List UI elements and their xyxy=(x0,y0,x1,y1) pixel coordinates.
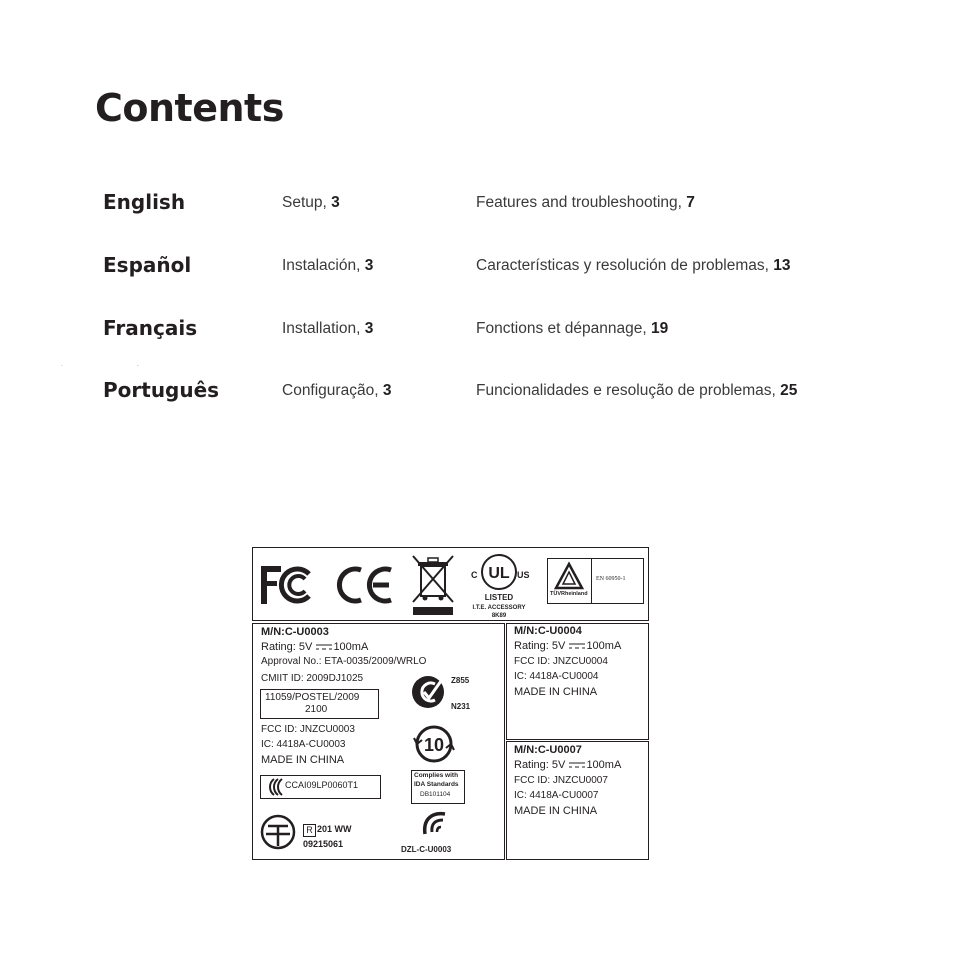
model-c-u0004-box: M/N:C-U0004 Rating: 5V 100mA FCC ID: JNZCU0004 IC: 4418A-CU0004 MADE IN CHINA xyxy=(506,623,649,740)
fcc-id: FCC ID: JNZCU0003 xyxy=(261,724,355,735)
svg-text:C: C xyxy=(471,570,478,580)
toc-features-entry[interactable]: Características y resolución de problemas, 13 xyxy=(476,257,791,274)
toc-language: Français xyxy=(103,316,198,340)
toc-setup-entry[interactable]: Setup, 3 xyxy=(282,194,340,211)
toc-language: Português xyxy=(103,378,220,402)
approval-number: Approval No.: ETA-0035/2009/WRLO xyxy=(261,656,427,667)
tuv-triangle-icon xyxy=(554,562,584,590)
toc-features-entry[interactable]: Fonctions et dépannage, 19 xyxy=(476,320,669,337)
dc-current-symbol-icon xyxy=(568,761,586,769)
toc-language: Español xyxy=(103,253,192,277)
tuv-mark: TÜVRheinland EN 60950-1 xyxy=(547,558,644,604)
telec-r-box: R xyxy=(303,824,316,837)
svg-text:10: 10 xyxy=(423,735,445,755)
made-in: MADE IN CHINA xyxy=(261,754,345,766)
svg-text:8K89: 8K89 xyxy=(491,613,507,619)
c-tick-mark-icon xyxy=(411,675,447,709)
ida-compliance-box: Complies with IDA Standards DB101104 xyxy=(411,770,465,804)
postel-box: 11059/POSTEL/2009 2100 xyxy=(260,689,379,719)
main-label-box: M/N:C-U0003 Rating: 5V 100mA Approval No.: ETA-0035/2009/WRLO CMIIT ID: 2009DJ1025 11059/POSTEL/2009 2100 Z855 N231 FCC ID: JNZCU0003 IC: 4418A-CU0003 MADE IN CHINA 10 Complies with IDA Standards DB101104 CCAI09LP0060T1 R 201 WW 09215061 DZL-C-U0003 xyxy=(252,623,505,860)
telec-mark-icon xyxy=(260,814,296,850)
page-title: Contents xyxy=(95,86,284,130)
toc-row-english xyxy=(0,190,954,230)
toc-language: English xyxy=(103,190,186,214)
crossed-out-bin-icon xyxy=(411,556,455,616)
toc-setup-entry[interactable]: Instalación, 3 xyxy=(282,257,374,274)
toc-setup-entry[interactable]: Configuração, 3 xyxy=(282,382,392,399)
ncc-mark-icon xyxy=(419,810,449,838)
dc-current-symbol-icon xyxy=(315,643,333,651)
ul-listed-mark xyxy=(467,552,531,620)
toc-row-portugues xyxy=(0,378,954,418)
ic-number: IC: 4418A-CU0003 xyxy=(261,739,346,750)
svg-text:LISTED: LISTED xyxy=(484,593,514,602)
model-number: M/N:C-U0003 xyxy=(261,626,329,638)
fcc-text: FC xyxy=(61,366,63,367)
ccai-box: CCAI09LP0060T1 xyxy=(260,775,381,799)
rating: Rating: 5V 100mA xyxy=(261,641,369,653)
toc-row-espanol xyxy=(0,253,954,293)
dc-current-symbol-icon xyxy=(568,642,586,650)
svg-text:US: US xyxy=(517,570,530,580)
svg-text:CE: CE xyxy=(137,366,139,367)
efup-10-year-icon xyxy=(413,724,455,764)
toc-setup-entry[interactable]: Installation, 3 xyxy=(282,320,374,337)
toc-features-entry[interactable]: Features and troubleshooting, 7 xyxy=(476,194,695,211)
toc-row-francais xyxy=(0,316,954,356)
toc-features-entry[interactable]: Funcionalidades e resolução de problemas, 25 xyxy=(476,382,798,399)
svg-text:UL: UL xyxy=(488,565,510,582)
model-c-u0007-box: M/N:C-U0007 Rating: 5V 100mA FCC ID: JNZCU0007 IC: 4418A-CU0007 MADE IN CHINA xyxy=(506,741,649,860)
svg-text:I.T.E. ACCESSORY: I.T.E. ACCESSORY xyxy=(472,605,526,611)
ncc-wave-icon xyxy=(264,778,286,796)
cmiit-id: CMIIT ID: 2009DJ1025 xyxy=(261,673,364,684)
